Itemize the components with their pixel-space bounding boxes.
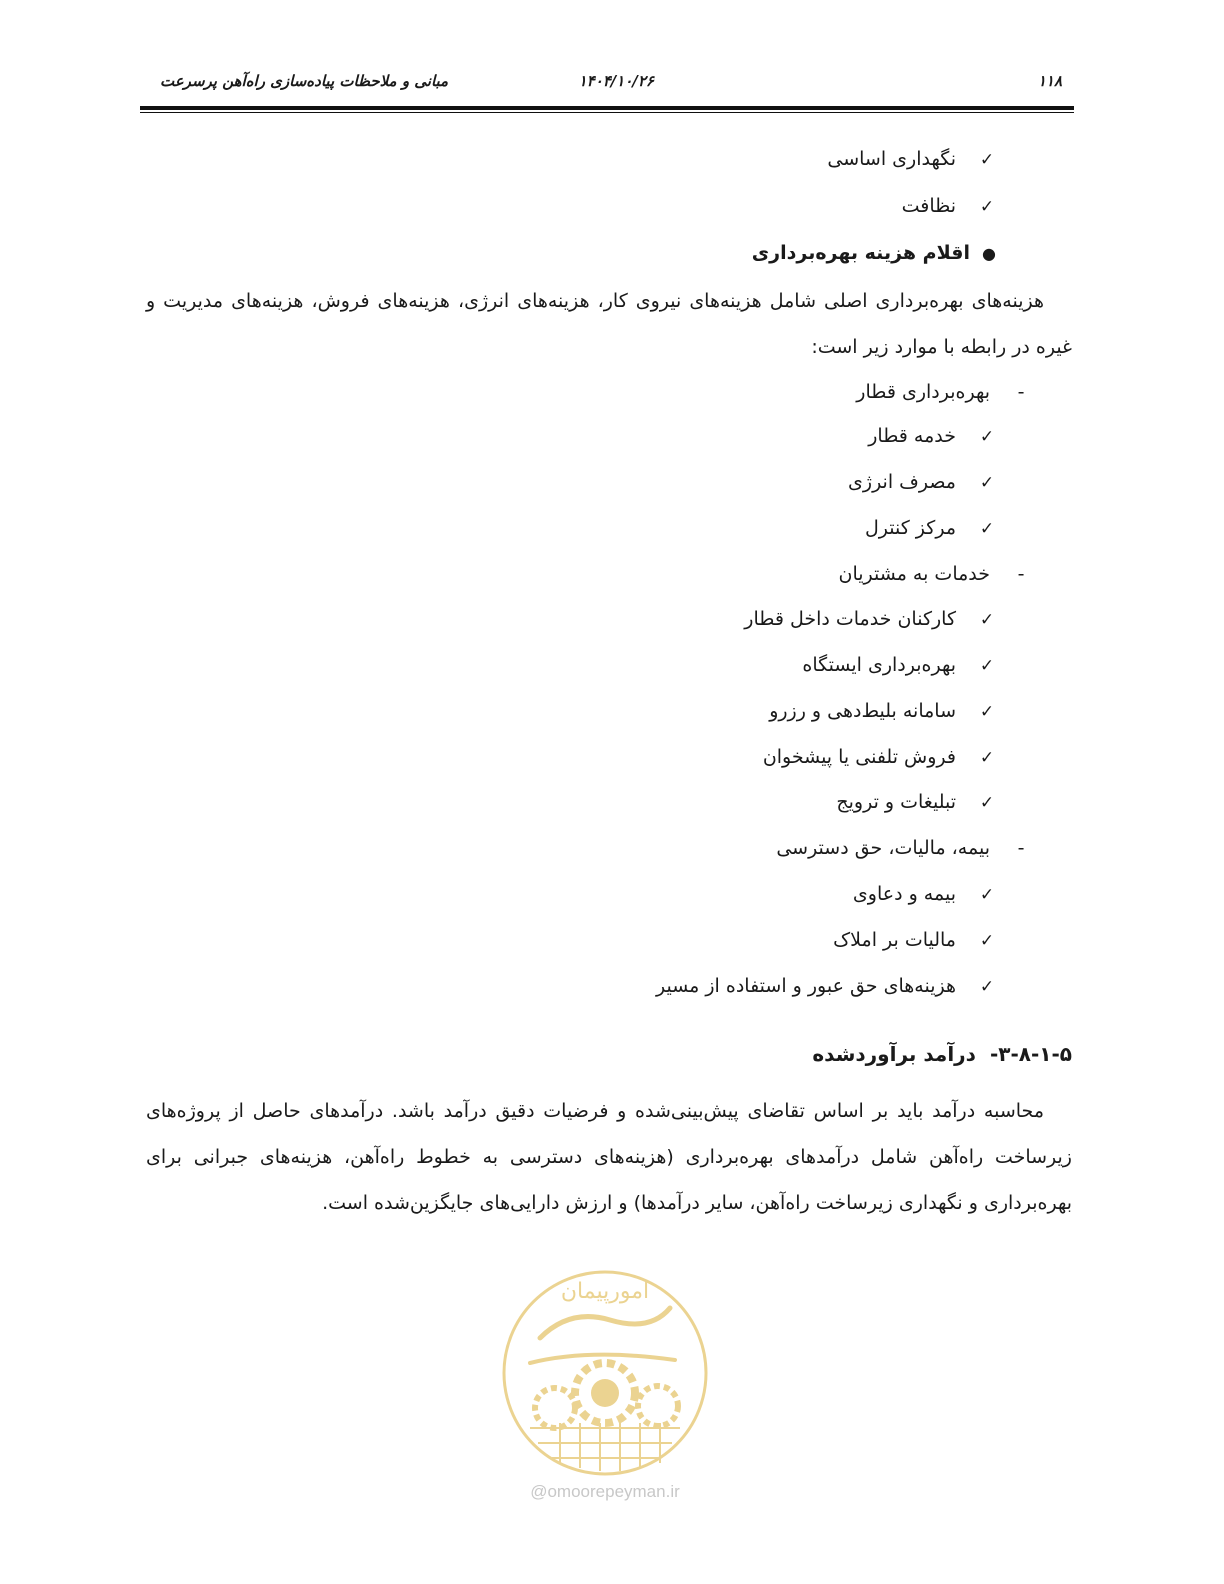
header-rule-thin	[140, 112, 1074, 113]
check-icon: ✓	[979, 519, 995, 539]
dash-icon: -	[1017, 381, 1025, 403]
intro-paragraph: هزینه‌های بهره‌برداری اصلی شامل هزینه‌های نیروی کار، هزینه‌های انرژی، هزینه‌های فروش، هزینه‌های مدیریت و غیره در رابطه با موارد زیر است:	[146, 290, 1072, 358]
group-title: -بهره‌برداری قطار	[856, 381, 1028, 403]
check-icon: ✓	[979, 977, 995, 997]
list-item: ✓بهره‌برداری ایستگاه	[802, 654, 995, 676]
header-date: ۱۴۰۴/۱۰/۲۶	[578, 72, 654, 90]
list-item: ✓بیمه و دعاوی	[852, 883, 995, 905]
bullet-heading: ●اقلام هزینه بهره‌برداری	[752, 242, 998, 264]
check-icon: ✓	[979, 793, 995, 813]
list-item: ✓تبلیغات و ترویج	[836, 791, 995, 813]
list-item: ✓مرکز کنترل	[864, 517, 995, 539]
list-item: ✓هزینه‌های حق عبور و استفاده از مسیر	[655, 975, 995, 997]
section-number: ۳-۸-۱-۵-	[989, 1042, 1072, 1066]
watermark-caption: @omoorepeyman.ir	[530, 1482, 680, 1501]
list-item: ✓مالیات بر املاک	[833, 929, 995, 951]
check-icon: ✓	[979, 931, 995, 951]
check-icon: ✓	[979, 197, 995, 217]
bullet-icon: ●	[982, 244, 996, 263]
list-item: ✓فروش تلفنی یا پیشخوان	[762, 746, 995, 768]
list-item: ✓کارکنان خدمات داخل قطار	[744, 608, 995, 630]
seal-text: امورپیمان	[560, 1279, 650, 1304]
page-header	[140, 72, 1074, 102]
check-icon: ✓	[979, 885, 995, 905]
check-icon: ✓	[979, 656, 995, 676]
check-icon: ✓	[979, 748, 995, 768]
dash-icon: -	[1017, 563, 1025, 585]
section-paragraph: محاسبه درآمد باید بر اساس تقاضای پیش‌بینی‌شده و فرضیات دقیق درآمد باشد. درآمدهای حاصل از پروژه‌های زیرساخت راه‌آهن شامل درآمدهای بهره‌برداری (هزینه‌های دسترسی به خطوط راه‌آهن، هزینه‌های جبرانی برای بهره‌برداری و نگهداری زیرساخت راه‌آهن، سایر درآمدها) و ارزش دارایی‌های جایگزین‌شده است.	[146, 1100, 1072, 1214]
check-icon: ✓	[979, 427, 995, 447]
check-icon: ✓	[979, 473, 995, 493]
section-title: درآمد برآوردشده	[812, 1042, 976, 1066]
page-number: ۱۱۸	[1037, 72, 1062, 90]
list-item: ✓مصرف انرژی	[848, 471, 995, 493]
group-title: -بیمه، مالیات، حق دسترسی	[776, 837, 1028, 859]
check-icon: ✓	[979, 150, 995, 170]
list-item: ✓نگهداری اساسی	[827, 148, 995, 170]
list-item: ✓نظافت	[901, 195, 995, 217]
dash-icon: -	[1017, 837, 1025, 859]
list-item: ✓خدمه قطار	[868, 425, 995, 447]
check-icon: ✓	[979, 702, 995, 722]
check-icon: ✓	[979, 610, 995, 630]
header-rule	[140, 106, 1074, 110]
section-heading	[812, 1042, 1072, 1066]
group-title: -خدمات به مشتریان	[839, 563, 1029, 585]
watermark-seal	[500, 1268, 710, 1478]
header-title: مبانی و ملاحظات پیاده‌سازی راه‌آهن پرسرعت	[160, 72, 449, 90]
list-item: ✓سامانه بلیط‌دهی و رزرو	[769, 700, 995, 722]
